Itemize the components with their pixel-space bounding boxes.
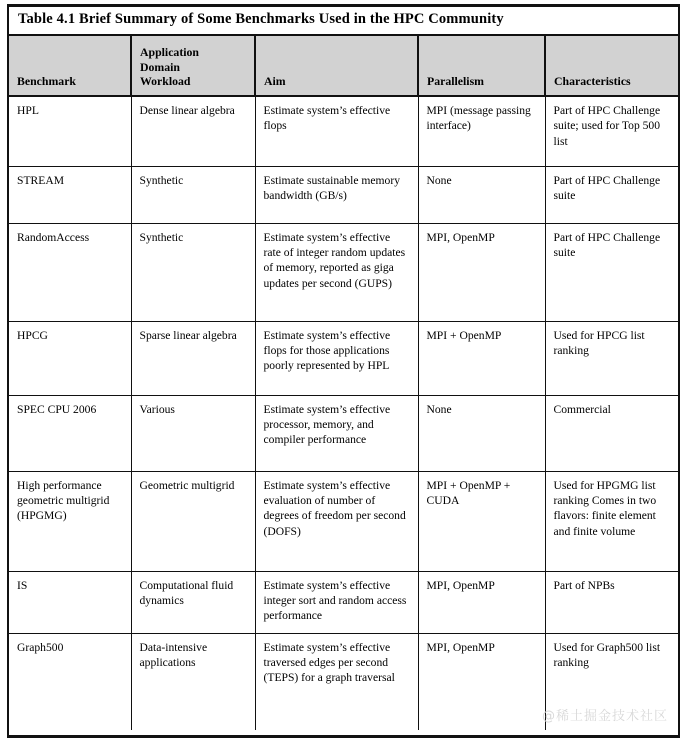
- cell-benchmark: IS: [9, 571, 131, 633]
- table-caption: Table 4.1 Brief Summary of Some Benchmarks Used in the HPC Community: [9, 7, 678, 34]
- cell-parallelism: None: [418, 395, 545, 471]
- cell-parallelism: MPI, OpenMP: [418, 633, 545, 730]
- cell-benchmark: HPL: [9, 96, 131, 166]
- table-body: [9, 96, 678, 730]
- cell-characteristics: Part of HPC Challenge suite; used for Top 500 list: [545, 96, 678, 166]
- header-row: [9, 35, 678, 96]
- column-header-characteristics: Characteristics: [545, 35, 678, 96]
- cell-aim: Estimate system’s effective flops: [255, 96, 418, 166]
- cell-workload: Computational fluid dynamics: [131, 571, 255, 633]
- column-header-application-domain-workload: [131, 35, 255, 96]
- cell-aim: Estimate system’s effective integer sort and random access performance: [255, 571, 418, 633]
- cell-workload: Data-intensive applications: [131, 633, 255, 730]
- column-header-parallelism: Parallelism: [418, 35, 545, 96]
- cell-characteristics: Commercial: [545, 395, 678, 471]
- table-container: [7, 4, 680, 738]
- header-line-application: Application: [140, 45, 199, 60]
- column-header-aim: Aim: [255, 35, 418, 96]
- cell-characteristics: Part of HPC Challenge suite: [545, 166, 678, 223]
- table-header: [9, 35, 678, 96]
- table-row: [9, 223, 678, 321]
- table-row: [9, 166, 678, 223]
- cell-parallelism: MPI + OpenMP: [418, 321, 545, 395]
- cell-parallelism: MPI, OpenMP: [418, 571, 545, 633]
- table-row: [9, 395, 678, 471]
- cell-aim: Estimate system’s effective evaluation of number of degrees of freedom per second (DOFS): [255, 471, 418, 571]
- cell-parallelism: MPI, OpenMP: [418, 223, 545, 321]
- cell-aim: Estimate sustainable memory bandwidth (GB/s): [255, 166, 418, 223]
- cell-parallelism: MPI (message passing interface): [418, 96, 545, 166]
- cell-characteristics: Used for HPGMG list ranking Comes in two flavors: finite element and finite volume: [545, 471, 678, 571]
- cell-benchmark: SPEC CPU 2006: [9, 395, 131, 471]
- cell-benchmark: High performance geometric multigrid (HPGMG): [9, 471, 131, 571]
- table-row: [9, 571, 678, 633]
- cell-characteristics: Part of NPBs: [545, 571, 678, 633]
- cell-parallelism: None: [418, 166, 545, 223]
- cell-characteristics: Used for Graph500 list ranking: [553, 640, 661, 669]
- cell-workload: Various: [131, 395, 255, 471]
- cell-benchmark: HPCG: [9, 321, 131, 395]
- cell-workload: Geometric multigrid: [131, 471, 255, 571]
- cell-characteristics: Part of HPC Challenge suite: [545, 223, 678, 321]
- cell-aim: Estimate system’s effective traversed edges per second (TEPS) for a graph traversal: [255, 633, 418, 730]
- cell-workload: Sparse linear algebra: [131, 321, 255, 395]
- cell-benchmark: STREAM: [9, 166, 131, 223]
- header-line-domain: Domain: [140, 59, 180, 74]
- cell-workload: Synthetic: [131, 166, 255, 223]
- cell-parallelism: MPI + OpenMP + CUDA: [418, 471, 545, 571]
- column-header-benchmark: Benchmark: [9, 35, 131, 96]
- cell-benchmark: Graph500: [9, 633, 131, 730]
- cell-characteristics: Used for HPCG list ranking: [545, 321, 678, 395]
- cell-workload: Dense linear algebra: [131, 96, 255, 166]
- header-line-workload: Workload: [140, 74, 191, 89]
- cell-benchmark: RandomAccess: [9, 223, 131, 321]
- watermark: @稀土掘金技术社区: [541, 709, 668, 724]
- cell-aim: Estimate system’s effective flops for those applications poorly represented by HPL: [255, 321, 418, 395]
- table-row: [9, 321, 678, 395]
- cell-aim: Estimate system’s effective rate of integer random updates of memory, reported as giga updates per second (GUPS): [255, 223, 418, 321]
- benchmarks-table: [9, 34, 678, 730]
- cell-aim: Estimate system’s effective processor, memory, and compiler performance: [255, 395, 418, 471]
- cell-workload: Synthetic: [131, 223, 255, 321]
- table-row: [9, 96, 678, 166]
- table-row: [9, 633, 678, 730]
- table-row: [9, 471, 678, 571]
